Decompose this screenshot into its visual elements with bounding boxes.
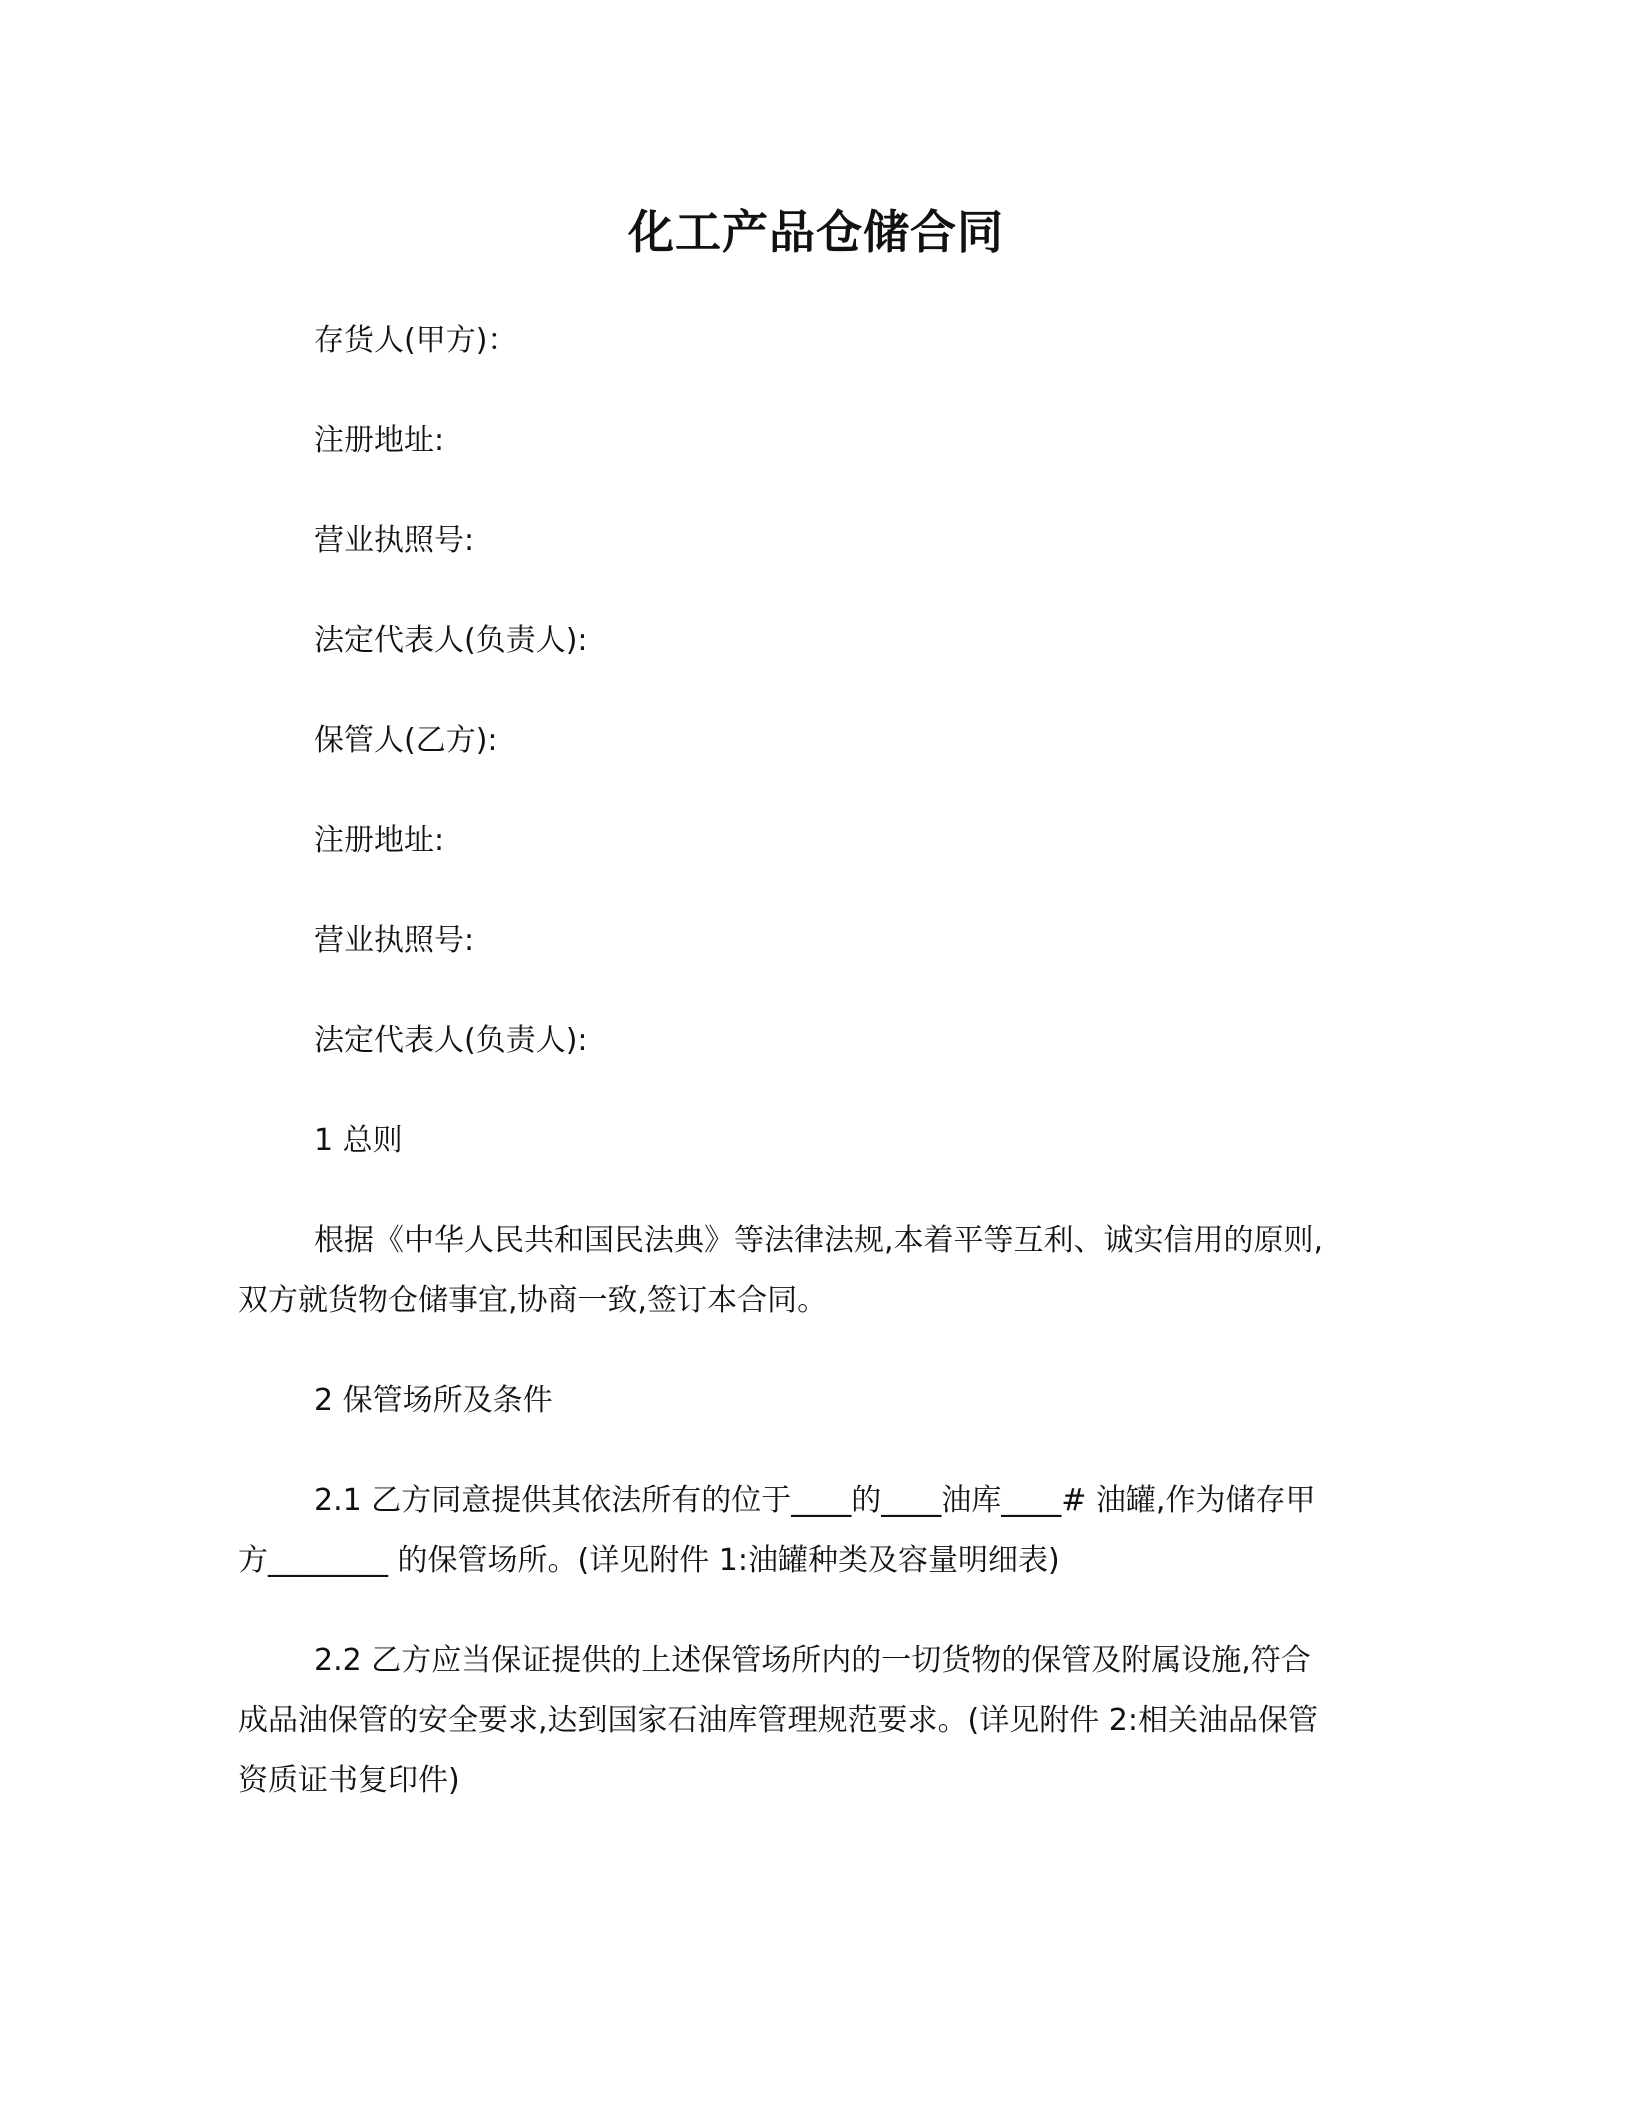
section-1-paragraph-line-1: 根据《中华人民共和国民法典》等法律法规,本着平等互利、诚实信用的原则,	[314, 1223, 1324, 1258]
section-1-paragraph-line-2: 双方就货物仓储事宜,协商一致,签订本合同。	[238, 1283, 828, 1318]
clause-2-1-line-2: 方________ 的保管场所。(详见附件 1:油罐种类及容量明细表)	[238, 1543, 1060, 1578]
keeper-label: 保管人(乙方):	[314, 723, 498, 758]
keeper-rep-label: 法定代表人(负责人):	[314, 1023, 588, 1058]
keeper-license-label: 营业执照号:	[314, 923, 475, 958]
depositor-license-label: 营业执照号:	[314, 523, 475, 558]
clause-2-2-line-3: 资质证书复印件)	[238, 1763, 460, 1798]
clause-2-1-line-1: 2.1 乙方同意提供其依法所有的位于____的____油库____# 油罐,作为储存甲	[314, 1483, 1316, 1518]
clause-2-2-line-2: 成品油保管的安全要求,达到国家石油库管理规范要求。(详见附件 2:相关油品保管	[238, 1703, 1318, 1738]
depositor-address-label: 注册地址:	[314, 423, 445, 458]
clause-2-2-line-1: 2.2 乙方应当保证提供的上述保管场所内的一切货物的保管及附属设施,符合	[314, 1643, 1311, 1678]
document-title: 化工产品仓储合同	[628, 205, 1004, 259]
depositor-rep-label: 法定代表人(负责人):	[314, 623, 588, 658]
section-1-heading: 1 总则	[314, 1123, 403, 1158]
depositor-label: 存货人(甲方)：	[314, 323, 518, 358]
section-2-heading: 2 保管场所及条件	[314, 1383, 553, 1418]
keeper-address-label: 注册地址:	[314, 823, 445, 858]
